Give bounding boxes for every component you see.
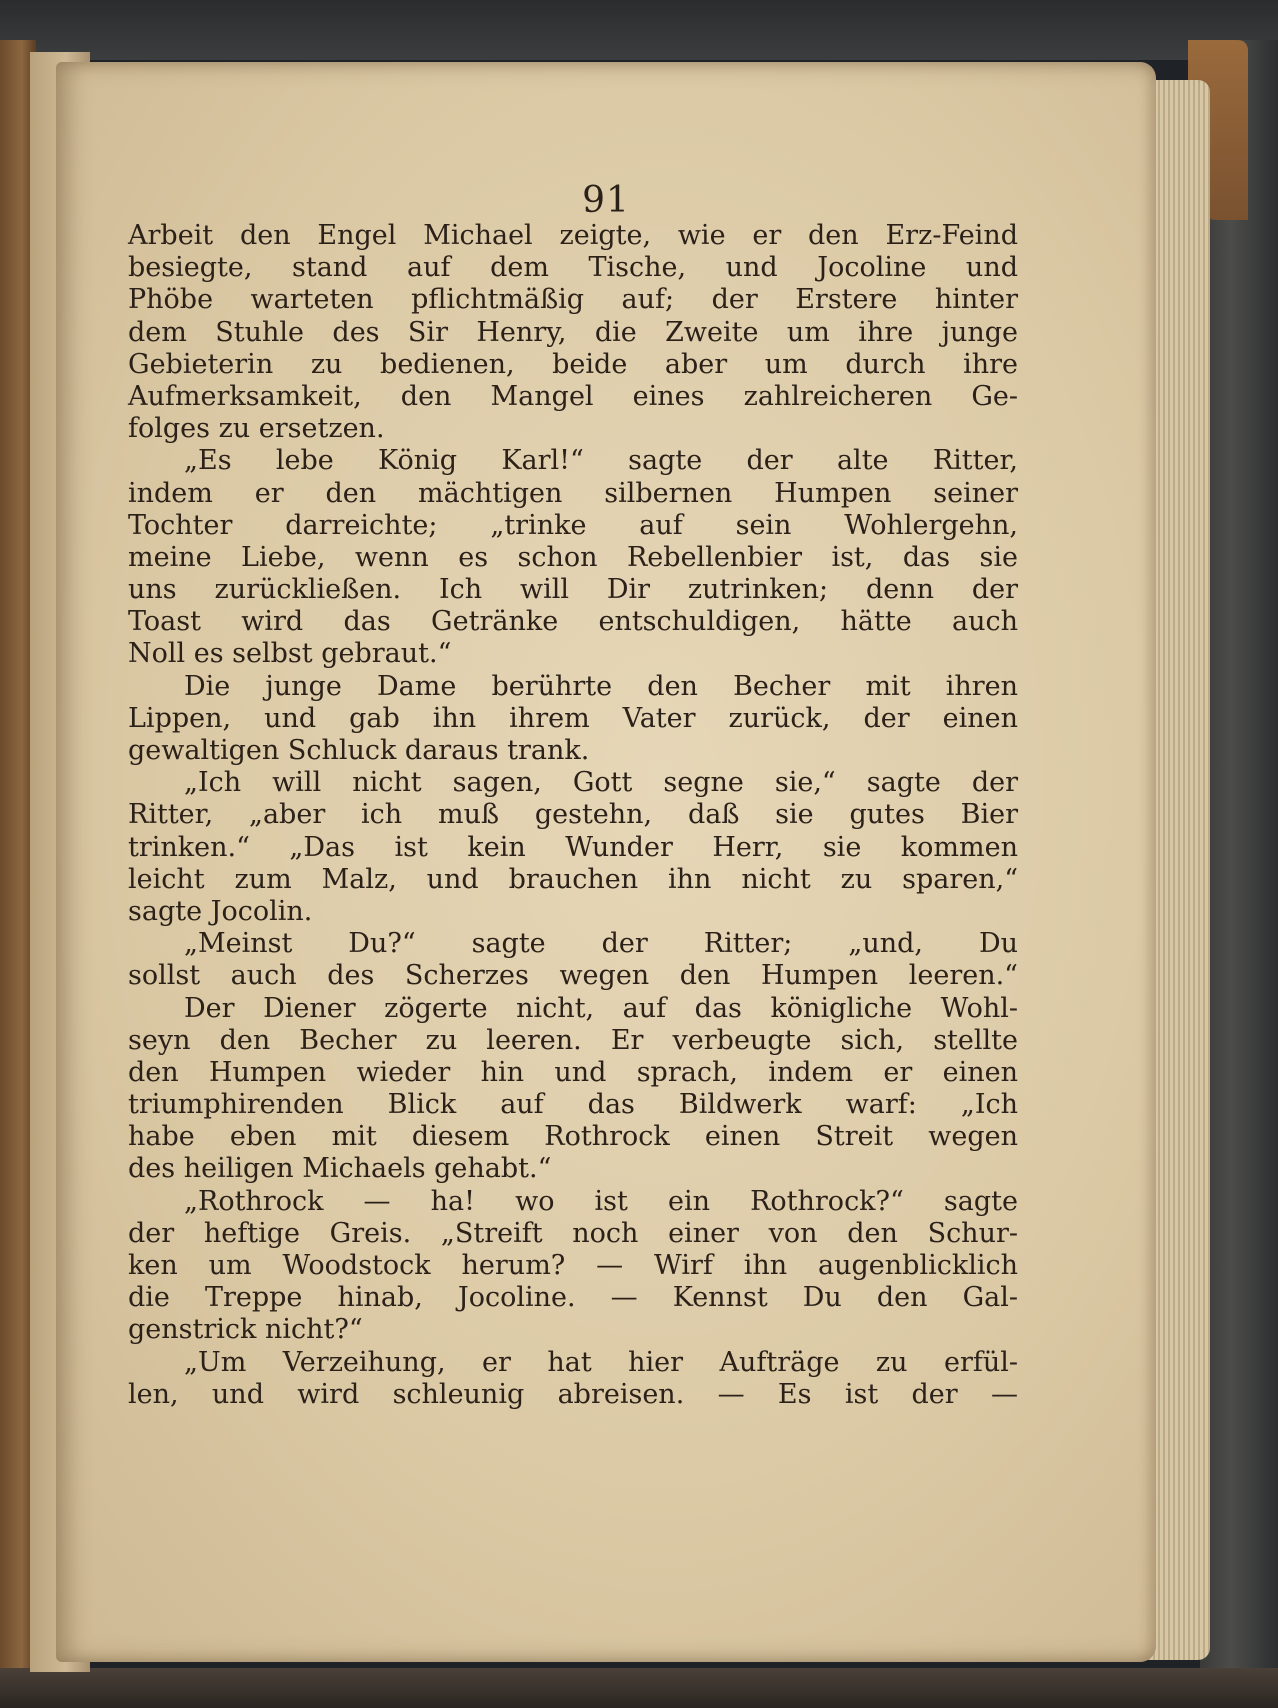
text-line: Noll es selbst gebraut.“ xyxy=(128,638,452,670)
text-line: trinken.“ „Das ist kein Wunder Herr, sie kommen xyxy=(128,831,1018,863)
page-text xyxy=(128,220,1018,1411)
text-line: meine Liebe, wenn es schon Rebellenbier ist, das sie xyxy=(128,541,1018,573)
text-line: Arbeit den Engel Michael zeigte, wie er den Erz-Feind xyxy=(128,220,1018,251)
text-line: uns zurückließen. Ich will Dir zutrinken; denn der xyxy=(128,574,1018,606)
text-line: Toast wird das Getränke entschuldigen, hätte auch xyxy=(128,606,1018,638)
text-line: dem Stuhle des Sir Henry, die Zweite um ihre junge xyxy=(128,316,1018,348)
book-page xyxy=(56,62,1156,1662)
text-line: triumphirenden Blick auf das Bildwerk warf: „Ich xyxy=(128,1089,1018,1121)
text-line: Phöbe warteten pflichtmäßig auf; der Erstere hinter xyxy=(128,284,1018,316)
text-line: des heiligen Michaels gehabt.“ xyxy=(128,1153,552,1185)
page-number: 91 xyxy=(582,180,630,221)
text-line: den Humpen wieder hin und sprach, indem er einen xyxy=(128,1056,1018,1088)
text-line: Gebieterin zu bedienen, beide aber um durch ihre xyxy=(128,348,1018,380)
text-line: die Treppe hinab, Jocoline. — Kennst Du den Gal- xyxy=(128,1282,1018,1314)
text-line: seyn den Becher zu leeren. Er verbeugte sich, stellte xyxy=(128,1024,1018,1056)
text-line: sagte Jocolin. xyxy=(128,895,313,927)
text-line: folges zu ersetzen. xyxy=(128,413,385,445)
text-line: „Es lebe König Karl!“ sagte der alte Ritter, xyxy=(184,445,1018,477)
book-cover-right xyxy=(1200,40,1278,1708)
text-line: „Rothrock — ha! wo ist ein Rothrock?“ sagte xyxy=(184,1185,1018,1217)
text-line: Tochter darreichte; „trinke auf sein Wohlergehn, xyxy=(128,509,1018,541)
text-line: indem er den mächtigen silbernen Humpen seiner xyxy=(128,477,1018,509)
book-cover-top xyxy=(0,0,1278,60)
text-line: Die junge Dame berührte den Becher mit ihren xyxy=(184,670,1018,702)
text-line: Der Diener zögerte nicht, auf das königliche Wohl- xyxy=(184,992,1018,1024)
text-line: „Um Verzeihung, er hat hier Aufträge zu erfül- xyxy=(184,1346,1018,1378)
text-line: len, und wird schleunig abreisen. — Es ist der — xyxy=(128,1378,1018,1410)
text-line: leicht zum Malz, und brauchen ihn nicht zu sparen,“ xyxy=(128,863,1018,895)
text-line: habe eben mit diesem Rothrock einen Streit wegen xyxy=(128,1121,1018,1153)
book-cover-bottom xyxy=(0,1668,1278,1708)
text-line: Aufmerksamkeit, den Mangel eines zahlreicheren Ge- xyxy=(128,380,1018,412)
text-line: der heftige Greis. „Streift noch einer von den Schur- xyxy=(128,1217,1018,1249)
text-line: besiegte, stand auf dem Tische, und Jocoline und xyxy=(128,252,1018,284)
text-line: Ritter, „aber ich muß gestehn, daß sie gutes Bier xyxy=(128,799,1018,831)
text-line: sollst auch des Scherzes wegen den Humpen leeren.“ xyxy=(128,960,1018,992)
text-line: „Ich will nicht sagen, Gott segne sie,“ sagte der xyxy=(184,767,1018,799)
text-line: „Meinst Du?“ sagte der Ritter; „und, Du xyxy=(184,928,1018,960)
text-line: genstrick nicht?“ xyxy=(128,1314,363,1346)
text-line: Lippen, und gab ihn ihrem Vater zurück, der einen xyxy=(128,702,1018,734)
text-line: gewaltigen Schluck daraus trank. xyxy=(128,735,590,766)
text-line: ken um Woodstock herum? — Wirf ihn augenblicklich xyxy=(128,1250,1018,1281)
